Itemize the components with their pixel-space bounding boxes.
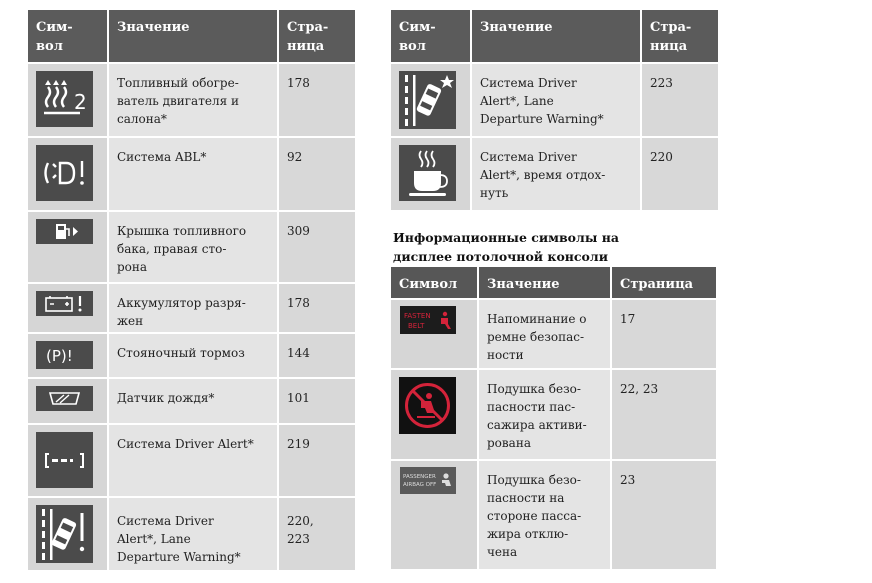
page-cell: 220 — [642, 138, 718, 210]
table-row — [28, 334, 355, 377]
driver-alert-icon — [36, 432, 93, 488]
header-symbol: Сим- вол — [28, 10, 107, 62]
meaning-cell: Стояночный тормоз — [109, 334, 277, 377]
page-cell: 92 — [279, 138, 355, 210]
table-header-row — [391, 10, 718, 62]
abl-light-icon — [36, 145, 93, 201]
header-page: Стра- ница — [279, 10, 355, 62]
battery-icon — [36, 291, 93, 316]
header-page: Стра- ница — [642, 10, 718, 62]
table-row — [391, 461, 716, 569]
table-row — [391, 300, 716, 368]
page-cell: 220, 223 — [279, 498, 355, 570]
meaning-cell: Система Driver Alert*, время отдох- нуть — [472, 138, 640, 210]
table-row — [28, 138, 355, 210]
meaning-cell: Датчик дождя* — [109, 379, 277, 423]
meaning-cell: Аккумулятор разря- жен — [109, 284, 277, 332]
overhead-console-symbols-table — [389, 265, 718, 571]
passenger-label: PASSENGER — [403, 474, 436, 480]
table-row — [391, 138, 718, 210]
svg-text:2: 2 — [74, 90, 87, 114]
table-row — [391, 64, 718, 136]
table-header-row — [28, 10, 355, 62]
fasten-belt-icon — [400, 306, 456, 334]
symbols-table-right — [389, 8, 720, 212]
page-cell: 309 — [279, 212, 355, 282]
lane-departure-warning-icon — [36, 505, 93, 563]
airbag-off-label: AIRBAG OFF — [403, 482, 437, 488]
page-cell: 178 — [279, 64, 355, 136]
page-cell: 22, 23 — [612, 370, 716, 459]
lane-departure-star-icon — [399, 71, 456, 129]
header-meaning: Значение — [109, 10, 277, 62]
section-heading: Информационные символы на дисплее потолочной консоли — [393, 230, 619, 264]
page-cell: 223 — [642, 64, 718, 136]
coffee-cup-icon — [399, 145, 456, 201]
page-cell: 178 — [279, 284, 355, 332]
header-meaning: Значение — [479, 267, 610, 298]
fasten-label: FASTEN — [404, 312, 431, 320]
heated-fuel-heater-icon — [36, 71, 93, 127]
table-row — [28, 284, 355, 332]
header-page: Страница — [612, 267, 716, 298]
table-row — [28, 498, 355, 570]
page-cell: 17 — [612, 300, 716, 368]
table-header-row — [391, 267, 716, 298]
meaning-cell: Подушка безо- пасности на стороне пасса- жира отклю- чена — [479, 461, 610, 569]
page-cell: 23 — [612, 461, 716, 569]
svg-text:(P)!: (P)! — [46, 347, 73, 365]
belt-label: BELT — [408, 322, 425, 330]
table-row — [28, 64, 355, 136]
page-cell: 144 — [279, 334, 355, 377]
meaning-cell: Система Driver Alert* — [109, 425, 277, 496]
rain-sensor-icon — [36, 386, 93, 411]
parking-brake-icon — [36, 341, 93, 369]
meaning-cell: Система Driver Alert*, Lane Departure Warning* — [472, 64, 640, 136]
meaning-cell: Напоминание о ремне безопас- ности — [479, 300, 610, 368]
meaning-cell: Система ABL* — [109, 138, 277, 210]
passenger-airbag-off-icon — [400, 467, 456, 494]
table-row — [391, 370, 716, 459]
table-row — [28, 425, 355, 496]
header-symbol: Символ — [391, 267, 477, 298]
meaning-cell: Топливный обогре- ватель двигателя и салона* — [109, 64, 277, 136]
fuel-cap-right-icon — [36, 219, 93, 244]
table-row — [28, 212, 355, 282]
passenger-airbag-on-icon — [399, 377, 456, 434]
page-cell: 219 — [279, 425, 355, 496]
header-symbol: Сим- вол — [391, 10, 470, 62]
meaning-cell: Крышка топливного бака, правая сто- рона — [109, 212, 277, 282]
symbols-table-left — [26, 8, 357, 572]
header-meaning: Значение — [472, 10, 640, 62]
meaning-cell: Система Driver Alert*, Lane Departure Warning* — [109, 498, 277, 570]
page-cell: 101 — [279, 379, 355, 423]
meaning-cell: Подушка безо- пасности пас- сажира активи- рована — [479, 370, 610, 459]
table-row — [28, 379, 355, 423]
